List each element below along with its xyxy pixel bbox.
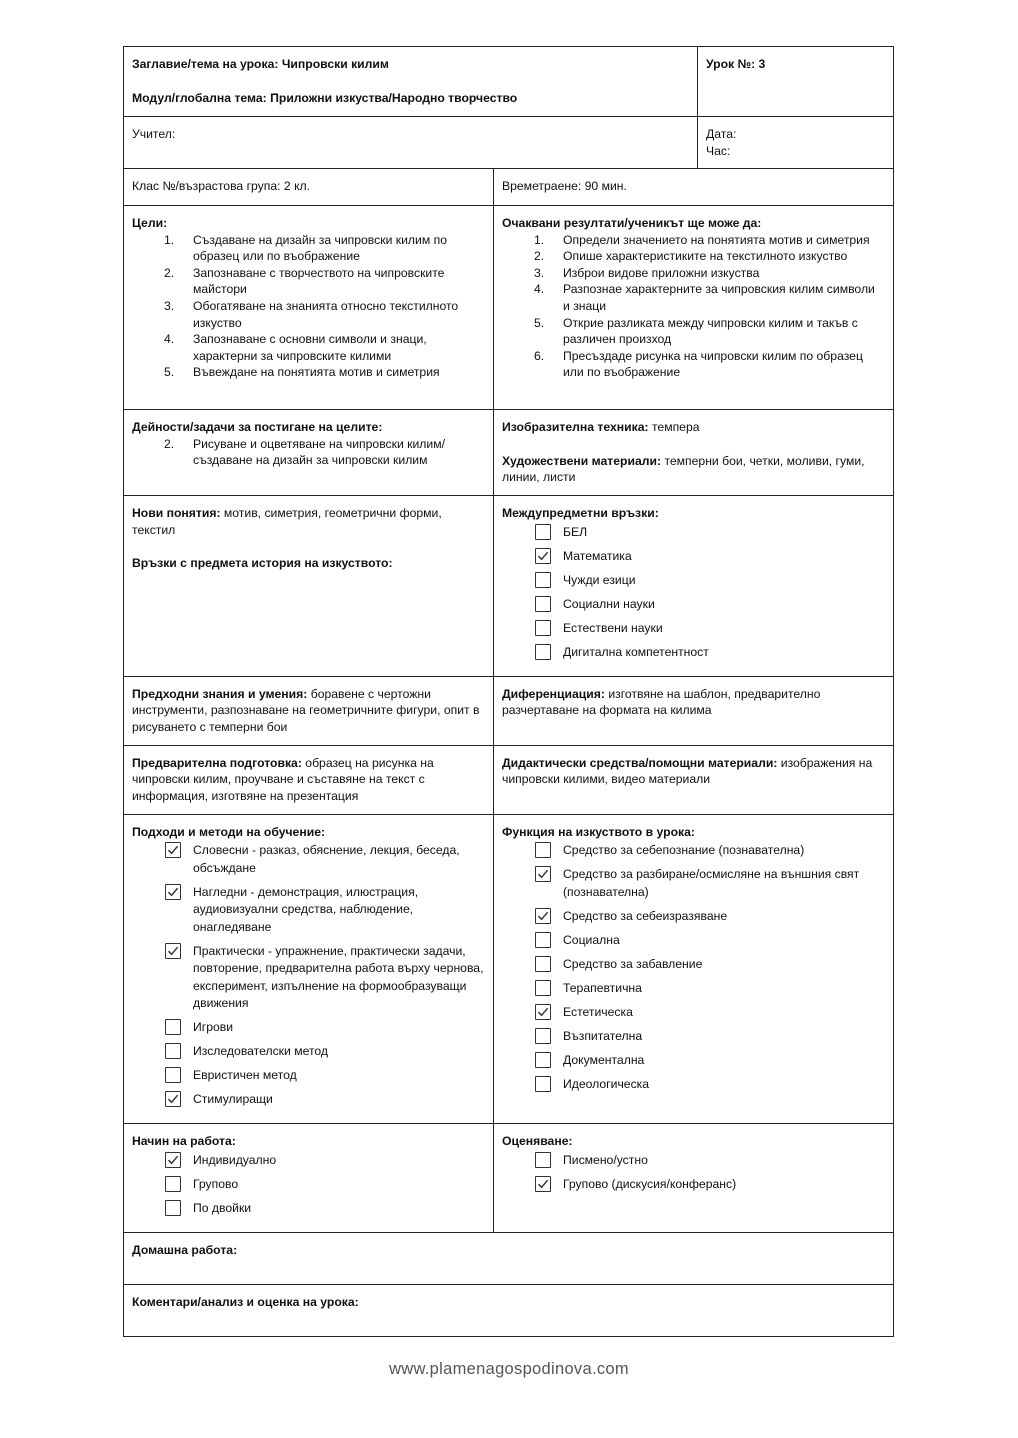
list-item-text: Пресъздаде рисунка на чипровски килим по образец или по въображение xyxy=(563,348,863,380)
list-item-text: Рисуване и оцветяване на чипровски килим/създаване на дизайн за чипровски килим xyxy=(193,436,445,468)
checked-checkbox[interactable] xyxy=(165,1152,181,1168)
checkbox[interactable] xyxy=(535,932,551,948)
checkbox-item xyxy=(132,1200,485,1218)
checkbox-item xyxy=(132,943,485,1013)
checkbox[interactable] xyxy=(165,1176,181,1192)
list-item-text: Въвеждане на понятията мотив и симетрия xyxy=(193,365,440,380)
checkbox-label: Чужди езици xyxy=(563,572,636,587)
assessment-cell xyxy=(494,1124,894,1233)
prior-knowledge-cell xyxy=(124,676,494,745)
list-item-text: Запознаване с основни символи и знаци, характерни за чипровските килими xyxy=(193,332,427,363)
checkbox[interactable] xyxy=(535,524,551,540)
list-item-text: Опише характеристиките на текстилното изкуство xyxy=(563,249,848,264)
lesson-number-label: Урок №: xyxy=(706,57,756,71)
class-text: Клас №/възрастова група: 2 кл. xyxy=(132,179,311,193)
checkbox-item xyxy=(132,1067,485,1085)
list-item-number: 3. xyxy=(534,265,545,280)
checkbox-label: Словесни - разказ, обяснение, лекция, беседа, обсъждане xyxy=(193,843,460,875)
checkbox-item xyxy=(502,932,885,950)
list-item xyxy=(132,265,485,298)
checkbox-item xyxy=(502,956,885,974)
homework-label: Домашна работа: xyxy=(132,1242,238,1257)
checkbox[interactable] xyxy=(165,1067,181,1083)
checked-checkbox[interactable] xyxy=(535,1176,551,1192)
checkmark-icon xyxy=(166,944,180,958)
checkbox-label: Индивидуално xyxy=(193,1152,277,1167)
outcomes-list xyxy=(502,232,885,381)
list-item-text: Изброи видове приложни изкуства xyxy=(563,265,760,280)
outcomes-cell xyxy=(494,206,894,410)
checkbox-label: По двойки xyxy=(193,1200,252,1215)
new-concepts-text: Нови понятия: мотив, симетрия, геометрични форми, текстил xyxy=(132,506,442,537)
checkbox-label: БЕЛ xyxy=(563,524,588,539)
checkmark-icon xyxy=(536,1005,550,1019)
lesson-plan-table xyxy=(123,46,894,1337)
work-mode-cell xyxy=(124,1124,494,1233)
checkbox[interactable] xyxy=(165,1019,181,1035)
checkbox-item xyxy=(502,908,885,926)
comments-cell xyxy=(124,1284,894,1336)
checkbox[interactable] xyxy=(535,644,551,660)
list-item xyxy=(502,232,885,249)
list-item xyxy=(132,298,485,331)
checkbox-label: Средство за разбиране/осмисляне на външния свят (познавателна) xyxy=(563,867,860,899)
checkbox-label: Математика xyxy=(563,548,632,563)
checkbox-label: Идеологическа xyxy=(563,1076,650,1091)
list-item-number: 3. xyxy=(164,298,175,313)
goals-list xyxy=(132,232,485,381)
checkbox[interactable] xyxy=(165,1200,181,1216)
methods-title: Подходи и методи на обучение: xyxy=(132,824,326,839)
technique-text: Изобразителна техника: темпера xyxy=(502,420,700,434)
checkmark-icon xyxy=(166,843,180,857)
checkbox-item xyxy=(502,1152,885,1170)
goals-title: Цели: xyxy=(132,216,168,230)
checkbox-item xyxy=(132,884,485,937)
checkbox[interactable] xyxy=(535,620,551,636)
checkbox[interactable] xyxy=(535,572,551,588)
checkbox-label: Терапевтична xyxy=(563,980,642,995)
checkmark-icon xyxy=(166,1153,180,1167)
checkbox-label: Изследователски метод xyxy=(193,1044,329,1059)
list-item xyxy=(502,281,885,314)
list-item-text: Запознаване с творчеството на чипровските майстори xyxy=(193,265,445,297)
homework-cell xyxy=(124,1232,894,1284)
cross-curricular-title: Междупредметни връзки: xyxy=(502,506,659,520)
checkbox-label: Средство за забавление xyxy=(563,956,703,971)
assessment-title: Оценяване: xyxy=(502,1134,573,1149)
goals-cell xyxy=(124,206,494,410)
checkbox-item xyxy=(132,1043,485,1061)
checkbox-label: Социални науки xyxy=(563,596,655,611)
checked-checkbox[interactable] xyxy=(535,866,551,882)
checked-checkbox[interactable] xyxy=(535,908,551,924)
teacher-cell xyxy=(124,117,698,169)
work-mode-title: Начин на работа: xyxy=(132,1134,236,1149)
checkmark-icon xyxy=(166,885,180,899)
lesson-number-cell xyxy=(698,47,894,117)
checkbox-label: Евристичен метод xyxy=(193,1068,297,1083)
checkbox-item xyxy=(502,842,885,860)
checkbox[interactable] xyxy=(535,1052,551,1068)
checkbox-label: Нагледни - демонстрация, илюстрация, аудиовизуални средства, наблюдение, онагледяване xyxy=(193,884,419,934)
list-item-text: Обогатяване на знанията относно текстилното изкуство xyxy=(193,298,459,330)
list-item-number: 5. xyxy=(164,365,175,380)
checkmark-icon xyxy=(536,549,550,563)
checked-checkbox[interactable] xyxy=(165,943,181,959)
comments-label: Коментари/анализ и оценка на урока: xyxy=(132,1294,359,1309)
checkbox-label: Писмено/устно xyxy=(563,1152,648,1167)
activities-list xyxy=(132,436,485,469)
checkmark-icon xyxy=(166,1092,180,1106)
outcomes-title: Очаквани резултати/ученикът ще може да: xyxy=(502,216,762,230)
lesson-number-value: 3 xyxy=(758,57,766,71)
checkbox-label: Групово xyxy=(193,1176,239,1191)
checkbox-label: Социална xyxy=(563,932,620,947)
checkbox[interactable] xyxy=(535,596,551,612)
list-item xyxy=(132,364,485,381)
checkbox-label: Групово (дискусия/конферанс) xyxy=(563,1176,737,1191)
checkbox-item xyxy=(132,1176,485,1194)
list-item xyxy=(132,436,485,469)
checkmark-icon xyxy=(536,909,550,923)
checkbox-item xyxy=(502,980,885,998)
work-mode-list xyxy=(132,1152,485,1218)
checkbox-item xyxy=(132,1152,485,1170)
title-module-cell xyxy=(124,47,698,117)
checkbox-item xyxy=(502,1076,885,1094)
checkmark-icon xyxy=(536,867,550,881)
concepts-cell xyxy=(124,496,494,677)
art-function-title: Функция на изкуството в урока: xyxy=(502,824,695,839)
checkbox-item xyxy=(502,524,885,542)
time-label: Час: xyxy=(706,143,731,158)
lesson-plan-sheet xyxy=(123,46,893,1337)
art-function-cell xyxy=(494,814,894,1124)
checkbox-item xyxy=(132,1019,485,1037)
checkbox[interactable] xyxy=(165,1043,181,1059)
checkbox-item xyxy=(502,620,885,638)
checkbox-item xyxy=(502,866,885,901)
activities-title: Дейности/задачи за постигане на целите: xyxy=(132,420,383,434)
materials-text: Художествени материали: темперни бои, четки, моливи, гуми, линии, листи xyxy=(502,453,865,485)
checkbox[interactable] xyxy=(535,980,551,996)
checkbox-item xyxy=(132,1091,485,1109)
checkbox-item xyxy=(502,1176,885,1194)
list-item xyxy=(502,315,885,348)
didactic-text: Дидактически средства/помощни материали: изображения на чипровски килими, видео материали xyxy=(502,755,873,787)
checkbox-label: Документална xyxy=(563,1052,645,1067)
differentiation-text: Диференциация: изготвяне на шаблон, предварително разчертаване на формата на килима xyxy=(502,686,821,718)
checked-checkbox[interactable] xyxy=(165,842,181,858)
checkbox-label: Естествени науки xyxy=(563,620,663,635)
checked-checkbox[interactable] xyxy=(535,548,551,564)
list-item-number: 6. xyxy=(534,348,545,363)
checkbox-item xyxy=(132,842,485,877)
list-item-number: 2. xyxy=(164,265,175,280)
duration-text: Времетраене: 90 мин. xyxy=(502,179,627,193)
technique-cell xyxy=(494,410,894,496)
date-time-cell xyxy=(698,117,894,169)
lesson-title: Заглавие/тема на урока: Чипровски килим xyxy=(132,57,389,71)
checkbox-label: Средство за себепознание (познавателна) xyxy=(563,843,805,858)
class-cell xyxy=(124,169,494,206)
checkbox-label: Средство за себеизразяване xyxy=(563,908,728,923)
checkbox-label: Игрови xyxy=(193,1020,234,1035)
list-item-number: 2. xyxy=(164,436,175,451)
preparation-cell xyxy=(124,745,494,814)
checkbox-item xyxy=(502,1028,885,1046)
art-history-label: Връзки с предмета история на изкуството: xyxy=(132,556,393,571)
checkbox-item xyxy=(502,1052,885,1070)
checkbox-label: Стимулиращи xyxy=(193,1092,273,1107)
differentiation-cell xyxy=(494,676,894,745)
list-item xyxy=(132,331,485,364)
checked-checkbox[interactable] xyxy=(165,1091,181,1107)
checkbox[interactable] xyxy=(535,842,551,858)
date-label: Дата: xyxy=(706,127,737,141)
checkbox-item xyxy=(502,548,885,566)
cross-curricular-cell xyxy=(494,496,894,677)
methods-cell xyxy=(124,814,494,1124)
checkbox-item xyxy=(502,572,885,590)
list-item-number: 1. xyxy=(534,232,545,247)
cross-curricular-list xyxy=(502,524,885,662)
list-item-text: Създаване на дизайн за чипровски килим по образец или по въображение xyxy=(193,232,447,264)
checkbox[interactable] xyxy=(535,956,551,972)
list-item xyxy=(132,232,485,265)
list-item-number: 1. xyxy=(164,232,175,247)
list-item-text: Определи значението на понятията мотив и симетрия xyxy=(563,232,870,247)
list-item xyxy=(502,265,885,282)
art-function-list xyxy=(502,842,885,1093)
list-item-number: 4. xyxy=(164,332,175,347)
didactic-cell xyxy=(494,745,894,814)
footer-url[interactable]: www.plamenagospodinova.com xyxy=(389,1360,629,1378)
activities-cell xyxy=(124,410,494,496)
list-item-text: Открие разликата между чипровски килим и такъв с различен произход xyxy=(563,315,858,347)
list-item-number: 2. xyxy=(534,249,545,264)
list-item-number: 4. xyxy=(534,282,545,297)
assessment-list xyxy=(502,1152,885,1194)
checkbox-label: Възпитателна xyxy=(563,1028,643,1043)
checkbox-label: Практически - упражнение, практически задачи, повторение, предварителна работа върху чернова, експеримент, изпълнение на формообразуващи движения xyxy=(193,943,484,1011)
checkbox[interactable] xyxy=(535,1152,551,1168)
methods-list xyxy=(132,842,485,1109)
checkbox-item xyxy=(502,596,885,614)
preparation-text: Предварителна подготовка: образец на рисунка на чипровски килим, проучване и съставяне на текст с информация, изготвяне на презентация xyxy=(132,755,434,803)
prior-knowledge-text: Предходни знания и умения: боравене с чертожни инструменти, разпознаване на геометричните фигури, опит в рисуването с темперни бои xyxy=(132,686,480,734)
checkbox[interactable] xyxy=(535,1076,551,1092)
duration-cell xyxy=(494,169,894,206)
checkbox-label: Дигитална компетентност xyxy=(563,644,709,659)
teacher-label: Учител: xyxy=(132,127,176,141)
checkbox-label: Естетическа xyxy=(563,1004,633,1019)
checkbox-item xyxy=(502,1004,885,1022)
list-item xyxy=(502,248,885,265)
checkbox-item xyxy=(502,644,885,662)
list-item-text: Разпознае характерните за чипровския килим символи и знаци xyxy=(563,282,875,313)
checkmark-icon xyxy=(536,1177,550,1191)
list-item xyxy=(502,348,885,381)
list-item-number: 5. xyxy=(534,315,545,330)
checkbox[interactable] xyxy=(535,1028,551,1044)
module-title: Модул/глобална тема: Приложни изкуства/Народно творчество xyxy=(132,90,518,105)
checked-checkbox[interactable] xyxy=(165,884,181,900)
checked-checkbox[interactable] xyxy=(535,1004,551,1020)
